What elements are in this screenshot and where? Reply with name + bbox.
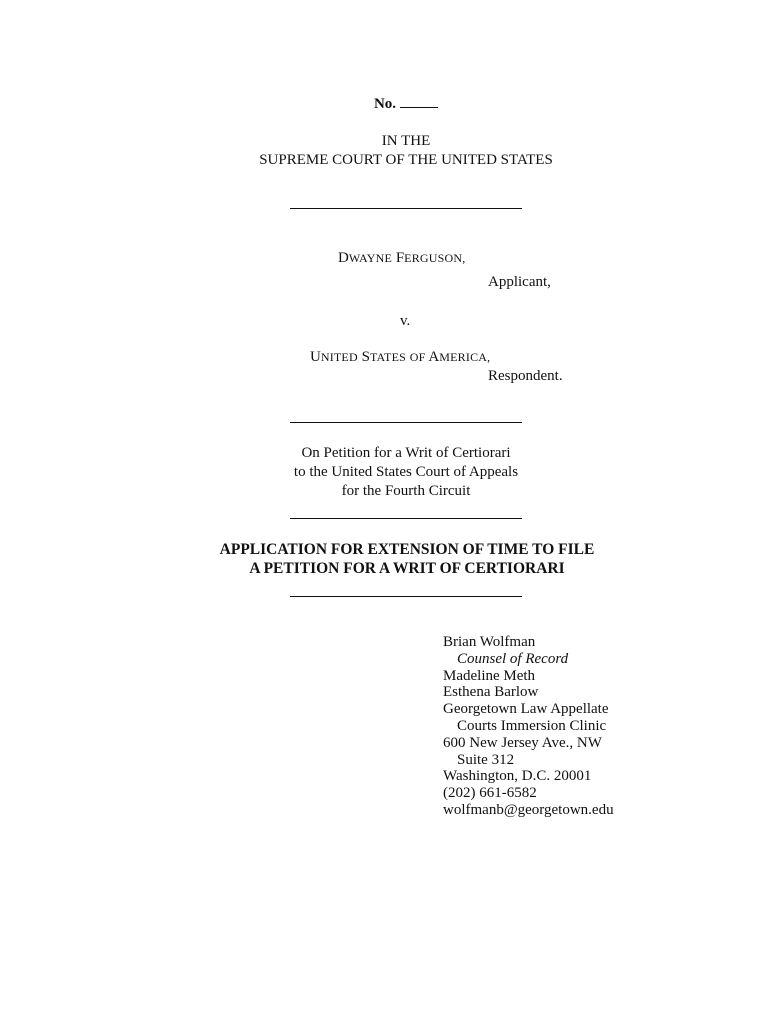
counsel-email: wolfmanb@georgetown.edu [443,801,614,818]
court-line-1: IN THE [381,133,431,149]
title-line-1: APPLICATION FOR EXTENSION OF TIME TO FILE [219,541,595,558]
counsel-line: Brian Wolfman [443,634,536,650]
court-line-2: SUPREME COURT OF THE UNITED STATES [259,152,553,168]
divider-rule-1 [290,208,522,209]
divider-rule-2 [290,422,522,423]
petition-line-3: for the Fourth Circuit [341,483,471,499]
respondent-name: UNITED STATES OF AMERICA, [310,349,491,365]
counsel-line: Counsel of Record [457,650,569,667]
docket-label: No. [373,96,397,112]
counsel-block [443,634,614,819]
divider-rule-4 [290,596,522,597]
counsel-line: Georgetown Law Appellate [443,701,609,718]
petition-caption [0,444,770,501]
applicant-role: Applicant, [488,274,551,290]
docket-blank-line [400,93,438,108]
document-title [0,540,770,578]
docket-number [0,93,770,114]
counsel-line: Courts Immersion Clinic [457,717,607,734]
counsel-line: (202) 661-6582 [443,785,537,802]
title-line-2: A PETITION FOR A WRIT OF CERTIORARI [249,560,565,577]
petition-line-2: to the United States Court of Appeals [293,464,519,480]
counsel-line: 600 New Jersey Ave., NW [443,734,602,751]
counsel-line: Suite 312 [457,751,515,768]
counsel-line: Washington, D.C. 20001 [443,768,592,785]
petition-line-1: On Petition for a Writ of Certiorari [301,445,511,461]
versus: v. [400,313,411,329]
court-heading [0,132,770,170]
applicant-name: DWAYNE FERGUSON, [338,250,466,266]
counsel-line: Esthena Barlow [443,684,539,701]
respondent-role: Respondent. [488,368,563,384]
divider-rule-3 [290,518,522,519]
counsel-line: Madeline Meth [443,667,536,684]
